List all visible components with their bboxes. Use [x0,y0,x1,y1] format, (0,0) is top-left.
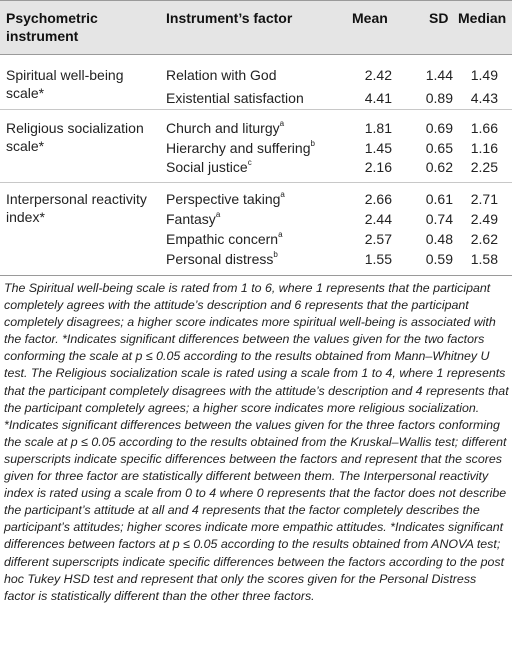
mean-value: 1.55 [364,251,392,267]
median-value: 1.66 [470,120,498,136]
header-median: Median [458,10,507,26]
mean-value: 2.66 [364,191,392,207]
median-value: 2.49 [470,211,498,227]
mean-value: 4.41 [364,90,392,106]
median-value: 4.43 [470,90,498,106]
table-footnote: The Spiritual well-being scale is rated from 1 to 6, where 1 represents that the participant completely agrees with the attitude’s description and 6 represents that the participant completely disagrees; a higher score indicates more spiritual well-being is associated with the factor. *Indicates significant differences between the values given for the two factors conforming the scale at p ≤ 0.05 according to the results obtained from Mann–Whitney U test. The Religious socialization scale is rated using a scale from 1 to 4, where 1 represents that the participant completely disagrees with the attitude’s description and 4 represents that the participant completely agrees; a higher score indicates more religious socialization. *Indicates significant differences between the values given for the three factors conforming the scale at p ≤ 0.05 according to the results obtained from the Kruskal–Wallis test; different superscripts indicate specific differences between the factors and represent that the scores given for three factor are statistically different between them. The Interpersonal reactivity index is rated using a scale from 0 to 4 where 0 represents that the factor does not describe the participant’s attitude at all and 4 represents that the factor completely describes the participant’s attitudes; higher scores indicate more empathic attitudes. *Indicates significant differences between factors at p ≤ 0.05 according to the results obtained from ANOVA test; different superscripts indicate specific differences between the factors according to the post hoc Tukey HSD test and represent that only the scores given for the Personal Distress factor is statistically different than the other three factors. [4,281,509,603]
header-sd: SD [429,10,449,26]
mean-value: 1.45 [364,140,392,156]
instrument-name: Religious socialization scale* [6,120,144,154]
factor-name: Social justice$^c$ [166,158,252,175]
sd-value: 0.48 [425,231,453,247]
table-header [0,0,512,55]
factor-name: Church and liturgy$^a$ [166,119,285,136]
sd-value: 1.44 [425,67,453,83]
sd-value: 0.74 [425,211,453,227]
mean-value: 2.42 [364,67,392,83]
factor-name: Relation with God [166,67,277,83]
header-mean: Mean [352,10,388,26]
factor-name: Existential satisfaction [166,90,304,106]
sd-value: 0.65 [425,140,453,156]
median-value: 1.16 [470,140,498,156]
median-value: 1.58 [470,251,498,267]
mean-value: 2.57 [364,231,392,247]
median-value: 2.71 [470,191,498,207]
instrument-name: Interpersonal reactivity index* [6,191,147,225]
median-value: 1.49 [470,67,498,83]
mean-value: 2.16 [364,159,392,175]
median-value: 2.62 [470,231,498,247]
factor-name: Fantasy$^a$ [166,210,221,227]
factor-name: Perspective taking$^a$ [166,190,285,207]
factor-name: Hierarchy and suffering$^b$ [166,139,315,156]
sd-value: 0.89 [425,90,453,106]
header-instrument: Psychometric instrument [6,10,98,44]
factor-name: Empathic concern$^a$ [166,230,283,247]
factor-name: Personal distress$^b$ [166,250,278,267]
header-factor: Instrument’s factor [166,10,293,26]
sd-value: 0.59 [425,251,453,267]
instrument-name: Spiritual well-being scale* [6,67,124,101]
sd-value: 0.62 [425,159,453,175]
sd-value: 0.61 [425,191,453,207]
median-value: 2.25 [470,159,498,175]
mean-value: 1.81 [364,120,392,136]
mean-value: 2.44 [364,211,392,227]
sd-value: 0.69 [425,120,453,136]
